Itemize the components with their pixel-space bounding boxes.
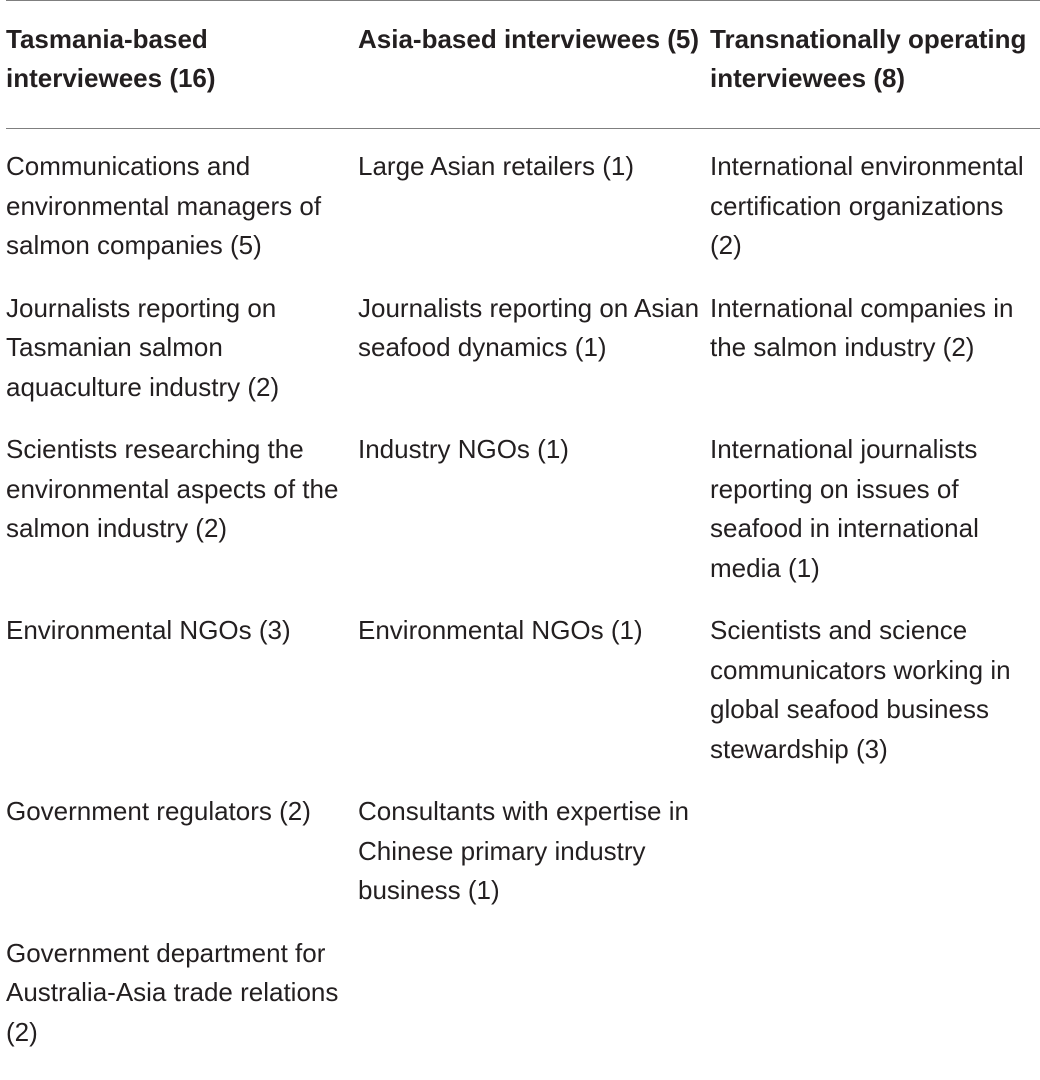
- table-row: [6, 595, 1040, 776]
- table-cell: [710, 776, 1040, 918]
- table-header: [6, 1, 1040, 129]
- table-cell: Scientists researching the environmental aspects of the salmon industry (2): [6, 434, 339, 543]
- table-cell: Scientists and science communicators working in global seafood business stewardship (3): [710, 615, 1011, 764]
- table-row: [6, 414, 1040, 595]
- header-asia-based: Asia-based interviewees (5): [358, 1, 710, 129]
- table-cell: Environmental NGOs (3): [6, 615, 291, 645]
- table-cell: Journalists reporting on Tasmanian salmon aquaculture industry (2): [6, 292, 280, 402]
- header-tasmania-based: Tasmania-based interviewees (16): [6, 1, 358, 129]
- table-body: [6, 129, 1040, 1060]
- header-row: [6, 1, 1040, 129]
- table-cell: International journalists reporting on issues of seafood in international media (1): [710, 434, 979, 583]
- table-cell: Journalists reporting on Asian seafood dynamics (1): [358, 292, 700, 362]
- interviewee-table: [6, 0, 1040, 1059]
- table-row: [6, 776, 1040, 918]
- table-cell: Environmental NGOs (1): [358, 615, 643, 645]
- table-cell: [358, 918, 710, 1060]
- table-row: [6, 129, 1040, 273]
- table-cell: Government regulators (2): [6, 796, 311, 826]
- table-cell: Industry NGOs (1): [358, 434, 569, 464]
- table-row: [6, 918, 1040, 1060]
- table-cell: Government department for Australia-Asia trade relations (2): [6, 937, 339, 1047]
- table-row: [6, 273, 1040, 415]
- table-cell: International companies in the salmon industry (2): [710, 292, 1014, 362]
- table-cell: [710, 918, 1040, 1060]
- header-transnational: Transnationally operating interviewees (8): [710, 1, 1040, 129]
- table-cell: Consultants with expertise in Chinese primary industry business (1): [358, 796, 689, 905]
- table-cell: International environmental certification organizations (2): [710, 151, 1024, 260]
- table-cell: Communications and environmental managers of salmon companies (5): [6, 151, 322, 260]
- table-cell: Large Asian retailers (1): [358, 151, 635, 181]
